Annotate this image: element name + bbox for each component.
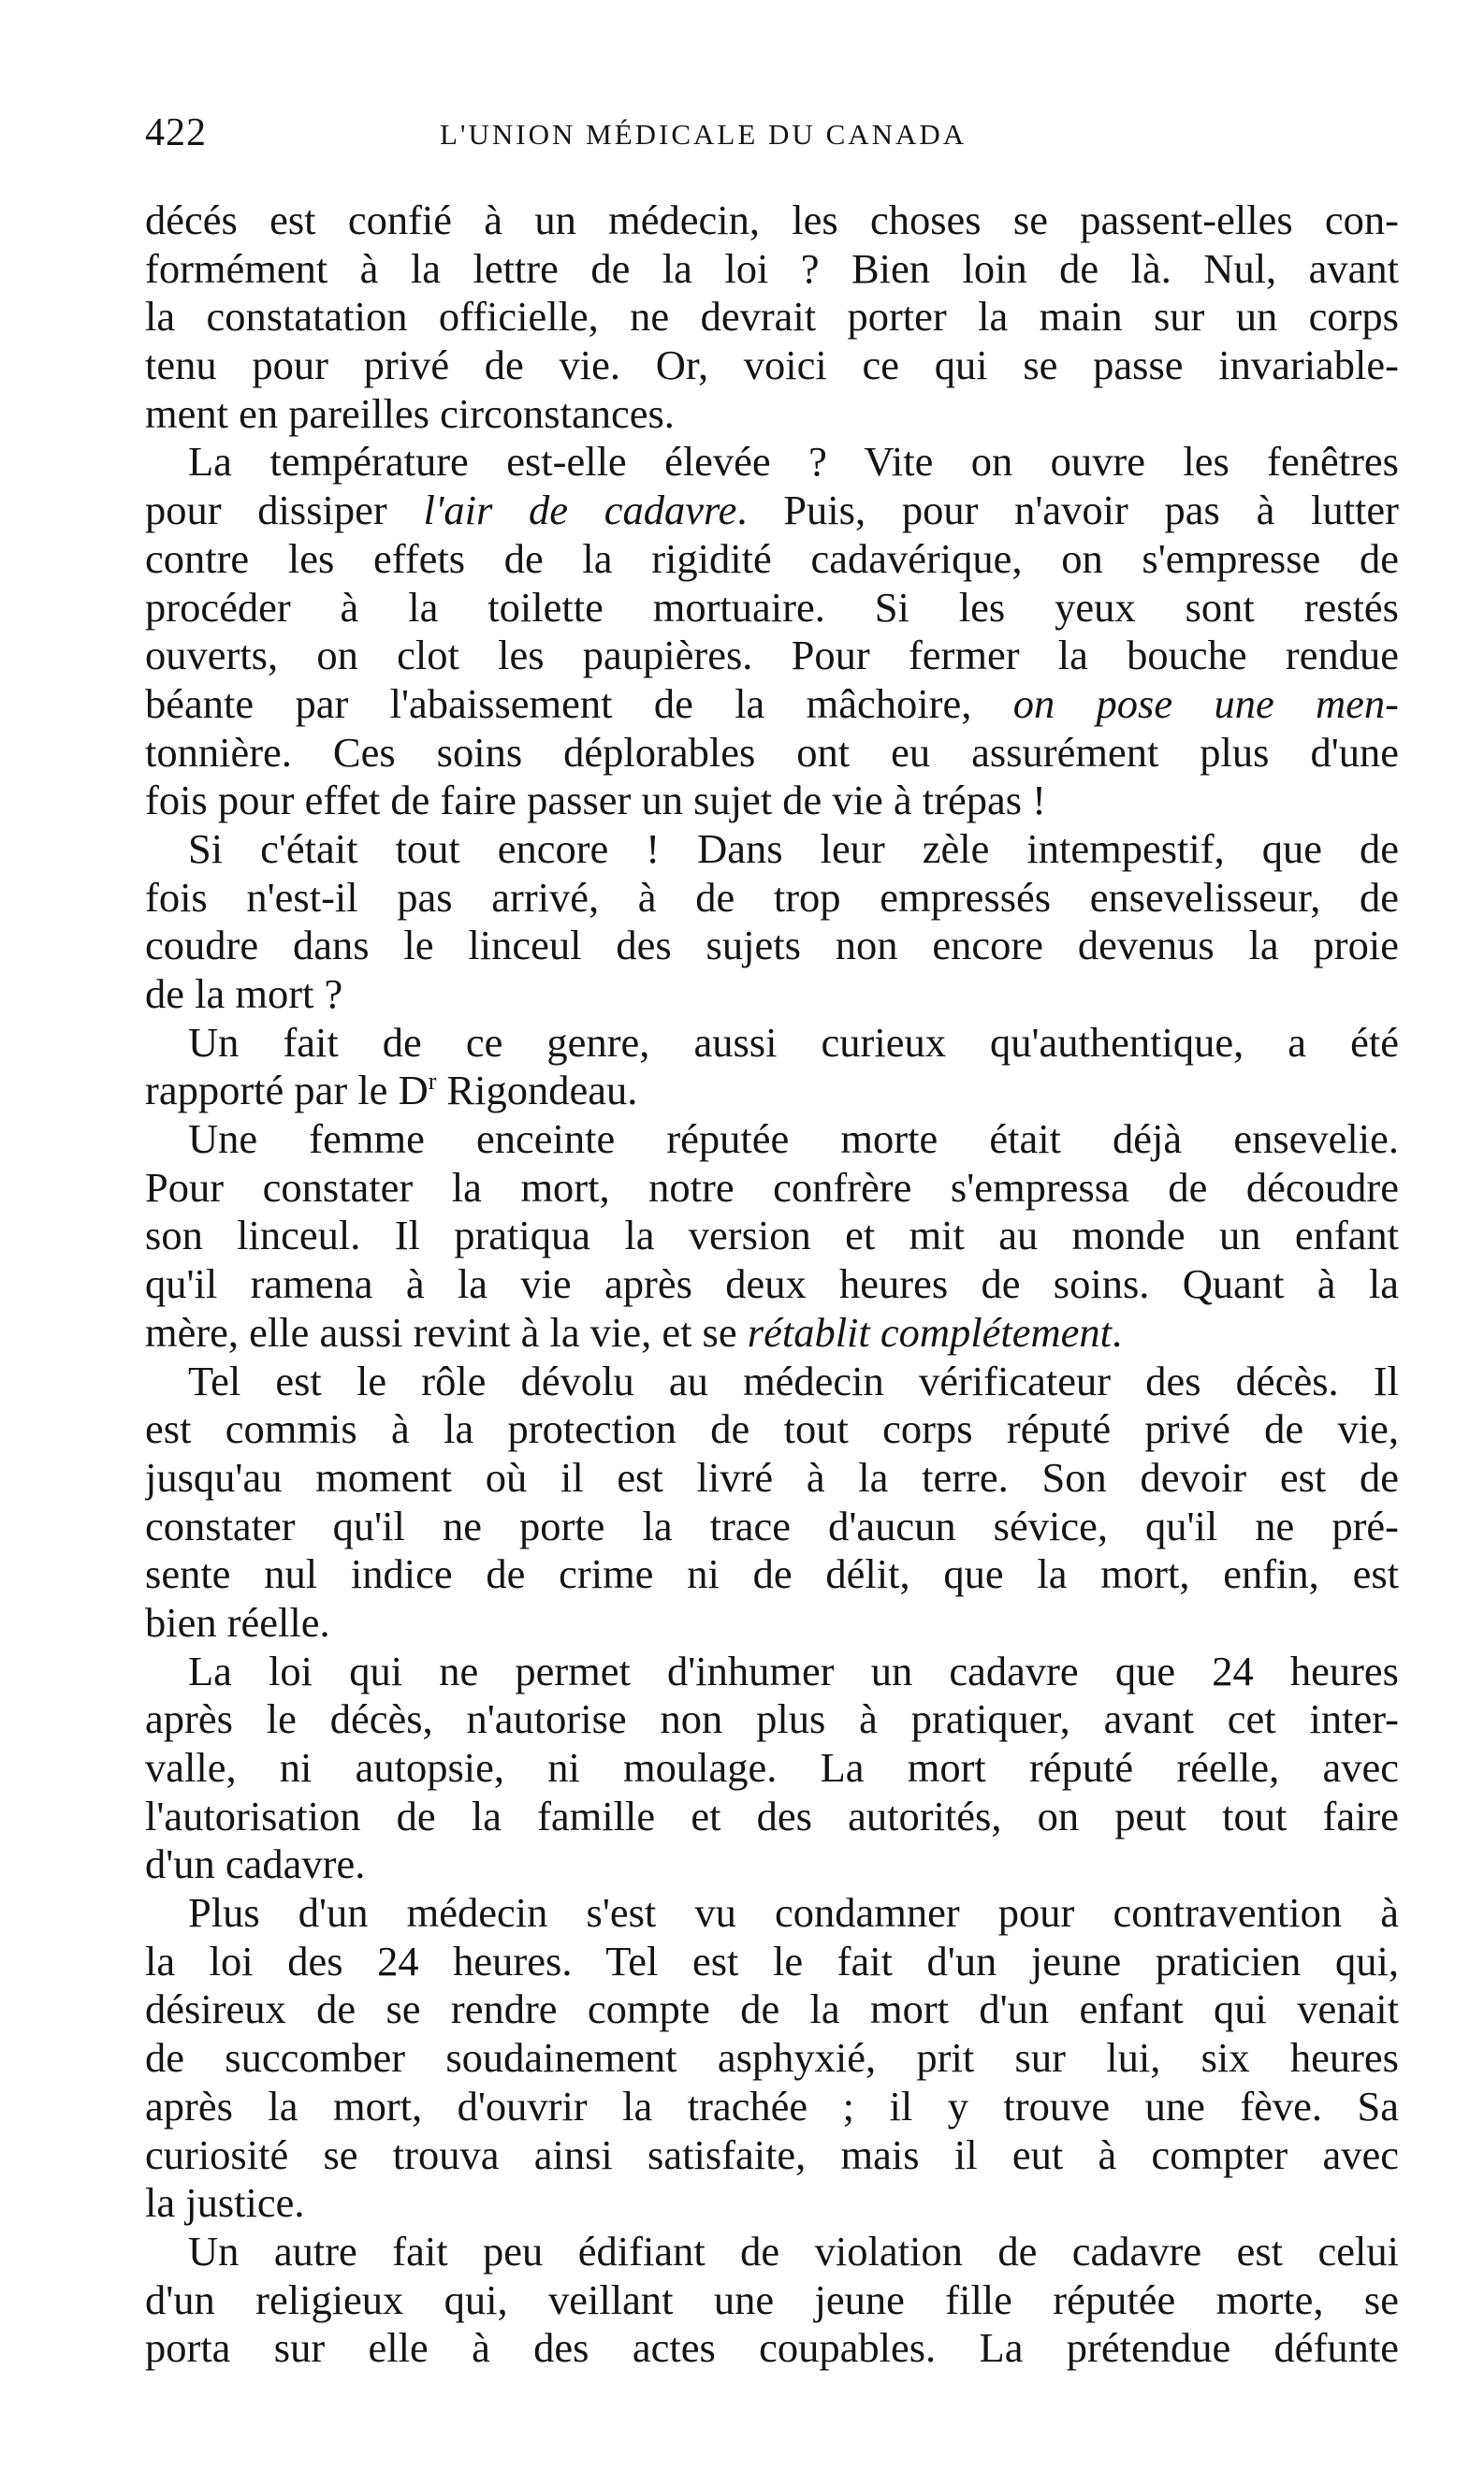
text-line: La loi qui ne permet d'inhumer un cadavre que 24 heures	[188, 1647, 1399, 1694]
text-line: l'autorisation de la famille et des autorités, on peut tout faire	[145, 1792, 1399, 1839]
text-line: Plus d'un médecin s'est vu condamner pour contravention à	[188, 1889, 1399, 1937]
text-line: tonnière. Ces soins déplorables ont eu assurément plus d'une	[145, 728, 1399, 776]
line-segment: . Puis, pour n'avoir pas à lutter	[736, 487, 1399, 534]
text-line: après le décès, n'autorise non plus à pratiquer, avant cet inter-	[145, 1695, 1399, 1743]
text-line	[145, 1067, 1399, 1115]
text-line: Un fait de ce genre, aussi curieux qu'authentique, a été	[188, 1018, 1399, 1066]
body-text	[145, 196, 1399, 2373]
text-line: la loi des 24 heures. Tel est le fait d'un jeune praticien qui,	[145, 1937, 1399, 1984]
text-line: fois pour effet de faire passer un sujet de vie à trépas !	[145, 777, 1046, 824]
text-line	[145, 680, 1399, 729]
line-segment: béante par l'abaissement de la mâchoire,	[145, 679, 1013, 727]
text-line: coudre dans le linceul des sujets non encore devenus la proie	[145, 922, 1399, 969]
text-line: décés est confié à un médecin, les choses se passent-elles con-	[145, 196, 1399, 243]
line-segment: rapporté par le D	[145, 1067, 429, 1114]
text-line: jusqu'au moment où il est livré à la terre. Son devoir est de	[145, 1453, 1399, 1501]
line-segment: Rigondeau.	[436, 1067, 638, 1114]
line-segment: .	[1112, 1308, 1123, 1356]
text-line: d'un cadavre.	[145, 1840, 366, 1888]
journal-title: L'UNION MÉDICALE DU CANADA	[440, 118, 968, 151]
superscript: r	[428, 1068, 437, 1096]
text-line: Une femme enceinte réputée morte était déjà ensevelie.	[188, 1115, 1399, 1163]
text-line: qu'il ramena à la vie après deux heures de soins. Quant à la	[145, 1260, 1399, 1308]
text-line: bien réelle.	[145, 1598, 330, 1646]
text-line: de la mort ?	[145, 970, 343, 1017]
text-line: curiosité se trouva ainsi satisfaite, mais il eut à compter avec	[145, 2130, 1399, 2178]
text-line: formément à la lettre de la loi ? Bien loin de là. Nul, avant	[145, 244, 1399, 292]
text-line: porta sur elle à des actes coupables. La prétendue défunte	[145, 2324, 1399, 2372]
text-line: ouverts, on clot les paupières. Pour fermer la bouche rendue	[145, 632, 1399, 679]
text-line: fois n'est-il pas arrivé, à de trop empressés ensevelisseur, de	[145, 873, 1399, 921]
text-line: contre les effets de la rigidité cadavérique, on s'empresse de	[145, 534, 1399, 582]
text-line: La température est-elle élevée ? Vite on ouvre les fenêtres	[188, 438, 1399, 486]
text-line	[145, 1309, 1399, 1358]
text-line: est commis à la protection de tout corps réputé privé de vie,	[145, 1405, 1399, 1453]
text-line: ment en pareilles circonstances.	[145, 389, 675, 437]
italic-segment: on pose une men-	[1012, 679, 1399, 727]
text-line: Pour constater la mort, notre confrère s'empressa de découdre	[145, 1163, 1399, 1211]
text-line: Si c'était tout encore ! Dans leur zèle intempestif, que de	[188, 824, 1399, 872]
text-line: la constatation officielle, ne devrait porter la main sur un corps	[145, 293, 1399, 341]
text-line	[145, 487, 1399, 535]
line-segment: mère, elle aussi revint à la vie, et se	[145, 1308, 748, 1356]
text-line: la justice.	[145, 2179, 305, 2227]
running-head	[145, 110, 1399, 167]
page-number: 422	[145, 111, 207, 154]
italic-segment: l'air de cadavre	[423, 487, 737, 534]
text-line: sente nul indice de crime ni de délit, que la mort, enfin, est	[145, 1550, 1399, 1598]
text-line: procéder à la toilette mortuaire. Si les yeux sont restés	[145, 583, 1399, 631]
text-line: d'un religieux qui, veillant une jeune fille réputée morte, se	[145, 2275, 1399, 2323]
text-line: tenu pour privé de vie. Or, voici ce qui se passe invariable-	[145, 342, 1399, 389]
text-line: valle, ni autopsie, ni moulage. La mort réputé réelle, avec	[145, 1744, 1399, 1791]
text-line: après la mort, d'ouvrir la trachée ; il y trouve une fève. Sa	[145, 2082, 1399, 2130]
text-line: son linceul. Il pratiqua la version et mit au monde un enfant	[145, 1212, 1399, 1259]
italic-segment: rétablit complétement	[747, 1308, 1113, 1356]
text-line: Tel est le rôle dévolu au médecin vérificateur des décès. Il	[188, 1357, 1399, 1404]
line-segment: pour dissiper	[145, 487, 424, 534]
text-line: désireux de se rendre compte de la mort d'un enfant qui venait	[145, 1985, 1399, 2033]
text-line: Un autre fait peu édifiant de violation de cadavre est celui	[188, 2227, 1399, 2275]
text-line: constater qu'il ne porte la trace d'aucun sévice, qu'il ne pré-	[145, 1502, 1399, 1549]
text-line: de succomber soudainement asphyxié, prit sur lui, six heures	[145, 2034, 1399, 2082]
